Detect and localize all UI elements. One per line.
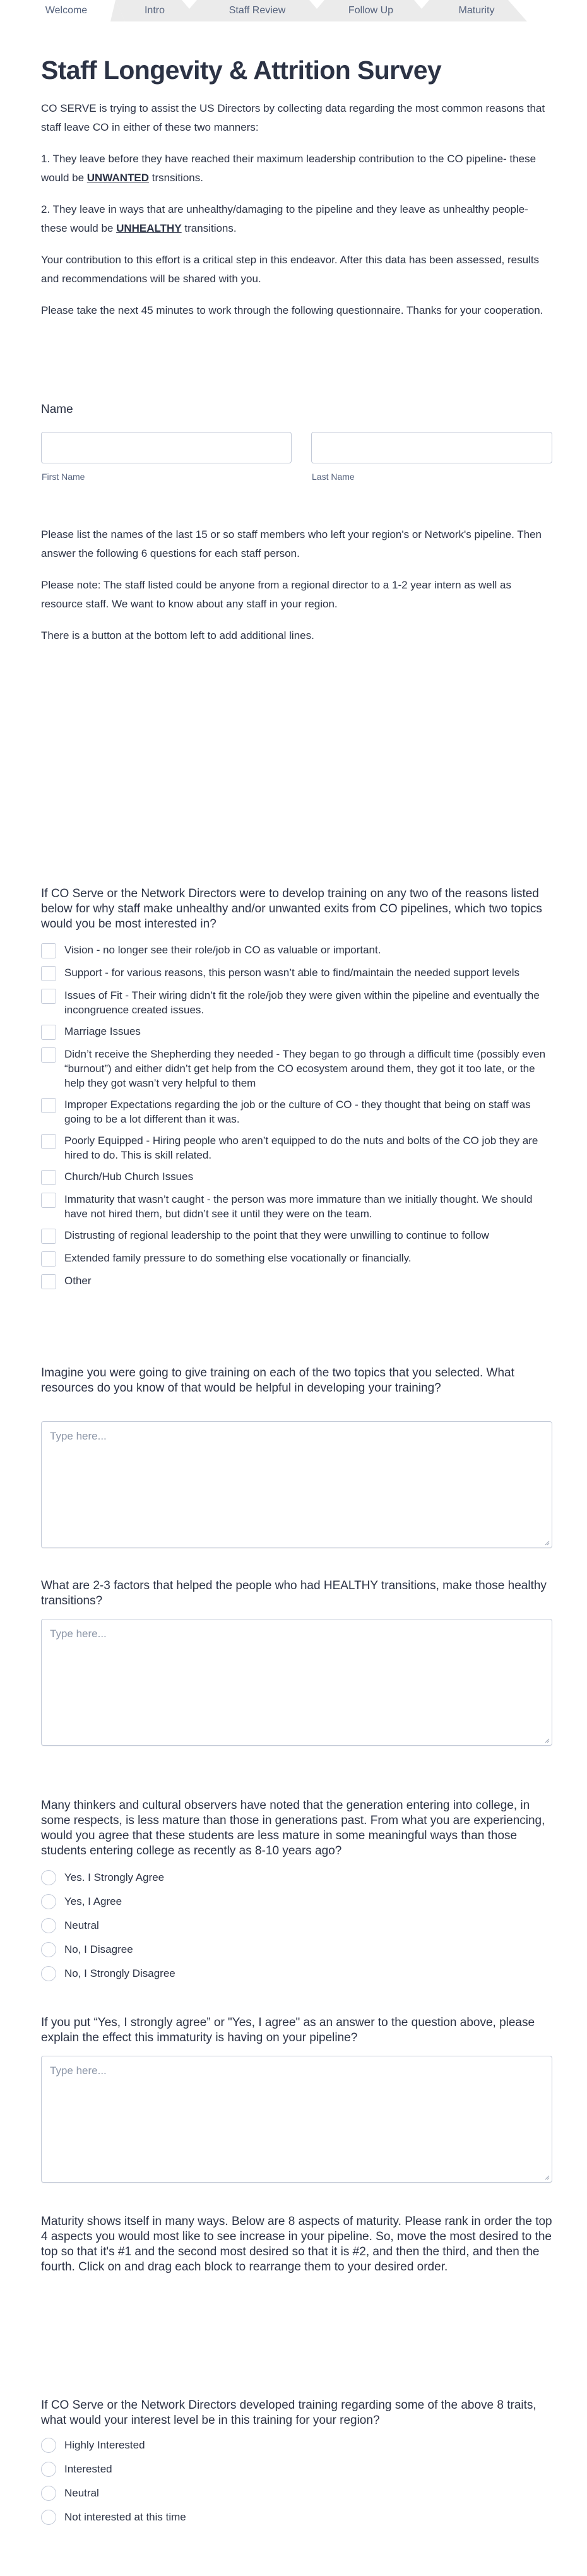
- radio-label: No, I Strongly Disagree: [64, 1967, 175, 1979]
- maturity-agreement-options: [41, 1866, 552, 1986]
- resize-grip-icon[interactable]: [544, 2174, 550, 2180]
- radio-label: No, I Disagree: [64, 1943, 133, 1955]
- checkbox-label: Poorly Equipped - Hiring people who aren’t equipped to do the nuts and bolts of the CO job they are hired to do. This is skill related.: [64, 1135, 538, 1161]
- radio-button[interactable]: [41, 1870, 56, 1885]
- first-name-input[interactable]: [41, 432, 292, 463]
- radio-button[interactable]: [41, 1966, 56, 1981]
- radio-option[interactable]: [41, 1890, 552, 1914]
- checkbox-label: Other: [64, 1275, 92, 1287]
- intro-text: 2. They leave in ways that are unhealthy/damaging to the pipeline and they leave as unhealthy people- these would be: [41, 203, 528, 234]
- checkbox-option[interactable]: [41, 1192, 552, 1221]
- radio-option[interactable]: [41, 1938, 552, 1962]
- checkbox-option[interactable]: [41, 943, 552, 958]
- resize-grip-icon[interactable]: [544, 1540, 550, 1546]
- tab-maturity[interactable]: [432, 0, 521, 21]
- checkbox[interactable]: [41, 966, 56, 981]
- radio-option[interactable]: [41, 1866, 552, 1890]
- radio-button[interactable]: [41, 1894, 56, 1909]
- tab-label: Maturity: [458, 5, 495, 16]
- checkbox[interactable]: [41, 1229, 56, 1244]
- tab-welcome[interactable]: [25, 0, 107, 21]
- tab-label: Follow Up: [348, 5, 394, 16]
- checkbox-option[interactable]: [41, 1169, 552, 1185]
- tab-staff-review[interactable]: [202, 0, 312, 21]
- checkbox-option[interactable]: [41, 1228, 552, 1244]
- maturity-ranking-instructions: Maturity shows itself in many ways. Below are 8 aspects of maturity. Please rank in order the top 4 aspects you would most like to see increase in your pipeline. So, move the most desired to the top so that it's #1 and the second most desired so that it is #2, and then the third, and then the fourth. Click on and drag each block to rearrange them to your desired order.: [41, 2215, 552, 2274]
- checkbox-option[interactable]: [41, 965, 552, 981]
- checkbox-label: Distrusting of regional leadership to the point that they were unwilling to continue to follow: [64, 1229, 489, 1241]
- radio-button[interactable]: [41, 1918, 56, 1933]
- radio-label: Highly Interested: [64, 2439, 145, 2451]
- intro-text: transitions.: [181, 222, 237, 234]
- interest-level-question: If CO Serve or the Network Directors developed training regarding some of the above 8 traits, what would your interest level be in this training for your region?: [41, 2399, 537, 2427]
- checkbox-option[interactable]: [41, 1133, 552, 1162]
- radio-label: Interested: [64, 2463, 112, 2475]
- tab-intro[interactable]: [123, 0, 186, 21]
- checkbox[interactable]: [41, 1047, 56, 1063]
- radio-label: Not interested at this time: [64, 2511, 186, 2523]
- checkbox-option[interactable]: [41, 1251, 552, 1267]
- checkbox[interactable]: [41, 943, 56, 958]
- last-name-input[interactable]: [311, 432, 552, 463]
- intro-paragraph-3: [41, 200, 552, 238]
- checkbox-label: Vision - no longer see their role/job in CO as valuable or important.: [64, 944, 381, 956]
- staff-instructions-2: Please note: The staff listed could be anyone from a regional director to a 1-2 year intern as well as resource staff. We want to know about any staff in your region.: [41, 579, 511, 610]
- radio-button[interactable]: [41, 2510, 56, 2525]
- checkbox-label: Issues of Fit - Their wiring didn’t fit the role/job they were given within the pipeline and eventually the incongruence created issues.: [64, 989, 540, 1016]
- healthy-transitions-question: What are 2-3 factors that helped the people who had HEALTHY transitions, make those healthy transitions?: [41, 1579, 547, 1607]
- resources-textarea[interactable]: [41, 1421, 552, 1548]
- resources-question: Imagine you were going to give training on each of the two topics that you selected. What resources do you know of that would be helpful in developing your training?: [41, 1366, 514, 1395]
- checkbox[interactable]: [41, 989, 56, 1004]
- radio-label: Yes. I Strongly Agree: [64, 1871, 165, 1883]
- first-name-sublabel: First Name: [42, 472, 85, 482]
- checkbox-label: Extended family pressure to do something else vocationally or financially.: [64, 1252, 412, 1264]
- checkbox-option[interactable]: [41, 1097, 552, 1126]
- checkbox-label: Support - for various reasons, this person wasn’t able to find/maintain the needed support levels: [64, 967, 520, 979]
- staff-instructions-3: There is a button at the bottom left to add additional lines.: [41, 629, 314, 641]
- checkbox-option[interactable]: [41, 1047, 552, 1090]
- staff-instructions-1: Please list the names of the last 15 or so staff members who left your region's or Network's pipeline. Then answer the following 6 questions for each staff person.: [41, 528, 542, 559]
- intro-text: trsnsitions.: [149, 172, 203, 184]
- checkbox-label: Didn’t receive the Shepherding they needed - They began to go through a difficult time (possibly even “burnout”) and either didn’t get help from the CO ecosystem around them, they got it too late, or the help they got wasn’t very helpful to them: [64, 1048, 546, 1089]
- checkbox-label: Church/Hub Church Issues: [64, 1171, 194, 1183]
- unhealthy-emphasis: UNHEALTHY: [116, 222, 182, 234]
- radio-option[interactable]: [41, 1914, 552, 1938]
- checkbox-label: Improper Expectations regarding the job or the culture of CO - they thought that being on staff was going to be a lot different than it was.: [64, 1099, 531, 1125]
- maturity-agreement-question: Many thinkers and cultural observers have noted that the generation entering into college, in some respects, is less mature than those in generations past. From what you are experiencing, would you agree that these students are less mature in some meaningful ways than those students entering college as recently as 8-10 years ago?: [41, 1799, 545, 1857]
- radio-button[interactable]: [41, 2486, 56, 2501]
- checkbox-option[interactable]: [41, 1024, 552, 1040]
- textarea-placeholder: Type here...: [50, 1628, 107, 1640]
- interest-level-options: [41, 2433, 552, 2529]
- tab-follow-up[interactable]: [325, 0, 417, 21]
- textarea-placeholder: Type here...: [50, 1430, 107, 1442]
- radio-label: Neutral: [64, 2487, 99, 2499]
- radio-button[interactable]: [41, 1942, 56, 1957]
- checkbox-option[interactable]: [41, 1273, 552, 1289]
- radio-option[interactable]: [41, 2505, 552, 2529]
- checkbox[interactable]: [41, 1274, 56, 1289]
- page-title: Staff Longevity & Attrition Survey: [41, 56, 442, 85]
- tab-label: Welcome: [45, 5, 88, 16]
- training-topics-question: If CO Serve or the Network Directors were to develop training on any two of the reasons listed below for why staff make unhealthy and/or unwanted exits from CO pipelines, which two topics would you be most interested in?: [41, 887, 542, 931]
- checkbox[interactable]: [41, 1134, 56, 1149]
- textarea-placeholder: Type here...: [50, 2065, 107, 2077]
- resize-grip-icon[interactable]: [544, 1738, 550, 1743]
- immaturity-effect-textarea[interactable]: [41, 2056, 552, 2183]
- intro-paragraph-4: Your contribution to this effort is a critical step in this endeavor. After this data has been assessed, results and recommendations will be shared with you.: [41, 254, 540, 285]
- checkbox[interactable]: [41, 1193, 56, 1208]
- checkbox[interactable]: [41, 1170, 56, 1185]
- intro-paragraph-5: Please take the next 45 minutes to work through the following questionnaire. Thanks for your cooperation.: [41, 304, 543, 316]
- page-tabs: [0, 0, 587, 21]
- name-label: Name: [41, 403, 73, 416]
- radio-button[interactable]: [41, 2462, 56, 2477]
- radio-button[interactable]: [41, 2438, 56, 2453]
- checkbox[interactable]: [41, 1251, 56, 1267]
- radio-label: Neutral: [64, 1919, 99, 1931]
- checkbox-label: Immaturity that wasn’t caught - the person was more immature than we initially thought. We should have not hired them, but didn’t see it until they were on the team.: [64, 1193, 533, 1220]
- unwanted-emphasis: UNWANTED: [86, 172, 149, 184]
- intro-text: 1. They leave before they have reached their maximum leadership contribution to the CO pipeline- these would be: [41, 153, 537, 184]
- tab-label: Intro: [144, 5, 165, 16]
- checkbox-option[interactable]: [41, 988, 552, 1017]
- tab-label: Staff Review: [228, 5, 286, 16]
- checkbox[interactable]: [41, 1025, 56, 1040]
- intro-paragraph-1: CO SERVE is trying to assist the US Directors by collecting data regarding the most common reasons that staff leave CO in either of these two manners:: [41, 102, 545, 133]
- intro-paragraph-2: [41, 150, 552, 188]
- checkbox[interactable]: [41, 1098, 56, 1113]
- healthy-transitions-textarea[interactable]: [41, 1619, 552, 1746]
- checkbox-label: Marriage Issues: [64, 1025, 141, 1037]
- last-name-sublabel: Last Name: [312, 472, 355, 482]
- radio-option[interactable]: [41, 2433, 552, 2457]
- immaturity-effect-question: If you put “Yes, I strongly agree” or "Yes, I agree" as an answer to the question above, please explain the effect this immaturity is having on your pipeline?: [41, 2016, 535, 2044]
- radio-option[interactable]: [41, 2481, 552, 2505]
- radio-option[interactable]: [41, 2457, 552, 2481]
- training-topics-checklist: [41, 943, 552, 1296]
- radio-label: Yes, I Agree: [64, 1895, 122, 1907]
- radio-option[interactable]: [41, 1962, 552, 1986]
